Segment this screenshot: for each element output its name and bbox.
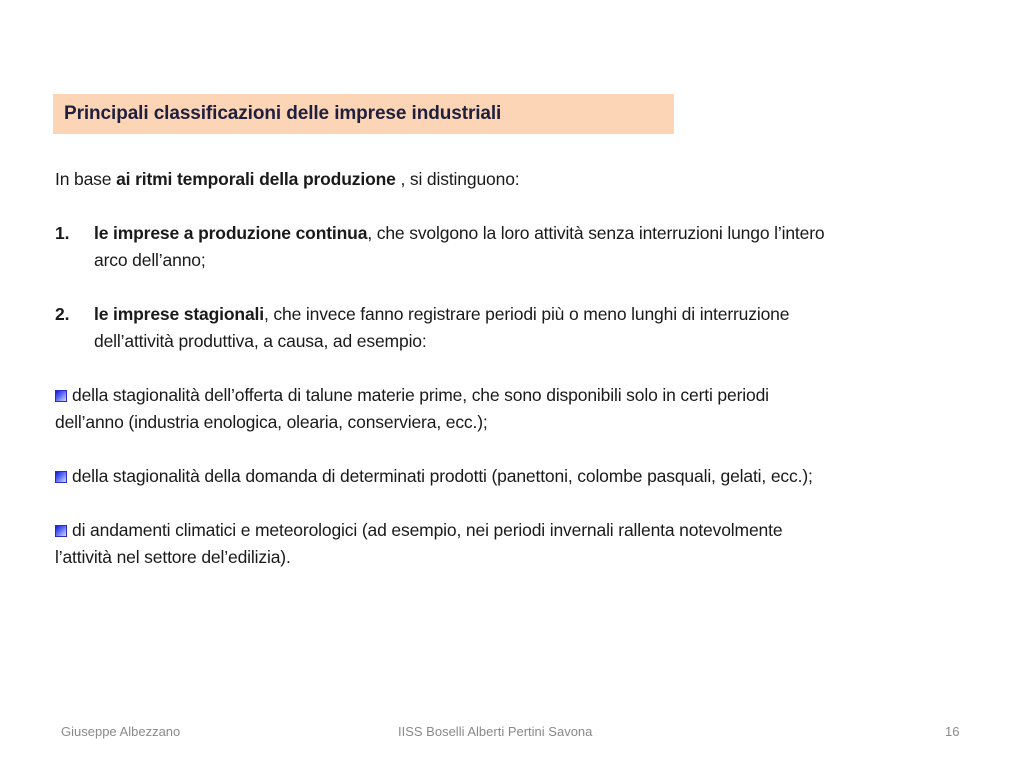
square-bullet-icon: [55, 525, 67, 537]
item-text-continued: arco dell’anno;: [94, 250, 206, 270]
square-bullet-icon: [55, 471, 67, 483]
bullet-text: della stagionalità dell’offerta di talune materie prime, che sono disponibili solo in certi periodi: [72, 385, 769, 405]
bullet-text-continued: dell’anno (industria enologica, olearia, conserviera, ecc.);: [55, 412, 488, 432]
bullet-item: [55, 463, 995, 490]
item-bold: le imprese stagionali: [94, 304, 264, 324]
bullet-text: della stagionalità della domanda di determinati prodotti (panettoni, colombe pasquali, gelati, ecc.);: [72, 466, 813, 486]
bullet-item: [55, 517, 995, 571]
item-number: 2.: [55, 304, 70, 324]
slide-title-box: [53, 94, 674, 134]
slide-title: Principali classificazioni delle imprese industriali: [64, 103, 502, 124]
item-text: , che svolgono la loro attività senza interruzioni lungo l’intero: [367, 223, 825, 243]
bullet-item: [55, 382, 995, 436]
footer-school: IISS Boselli Alberti Pertini Savona: [398, 724, 593, 739]
intro-prefix: In base: [55, 169, 117, 189]
slide-content: [55, 166, 995, 571]
numbered-item: [55, 220, 995, 274]
item-text: , che invece fanno registrare periodi più o meno lunghi di interruzione: [263, 304, 790, 324]
item-bold: le imprese a produzione continua: [94, 223, 368, 243]
item-number: 1.: [55, 223, 70, 243]
square-bullet-icon: [55, 390, 67, 402]
bullet-text-continued: l’attività nel settore del’edilizia).: [55, 547, 291, 567]
numbered-item: [55, 301, 995, 355]
item-text-continued: dell’attività produttiva, a causa, ad esempio:: [94, 331, 427, 351]
intro-bold: ai ritmi temporali della produzione: [116, 169, 396, 189]
intro-paragraph: [55, 166, 995, 193]
bullet-text: di andamenti climatici e meteorologici (ad esempio, nei periodi invernali rallenta notevolmente: [72, 520, 783, 540]
footer-page-number: 16: [945, 724, 960, 739]
footer-author: Giuseppe Albezzano: [61, 724, 181, 739]
intro-suffix: , si distinguono:: [395, 169, 520, 189]
